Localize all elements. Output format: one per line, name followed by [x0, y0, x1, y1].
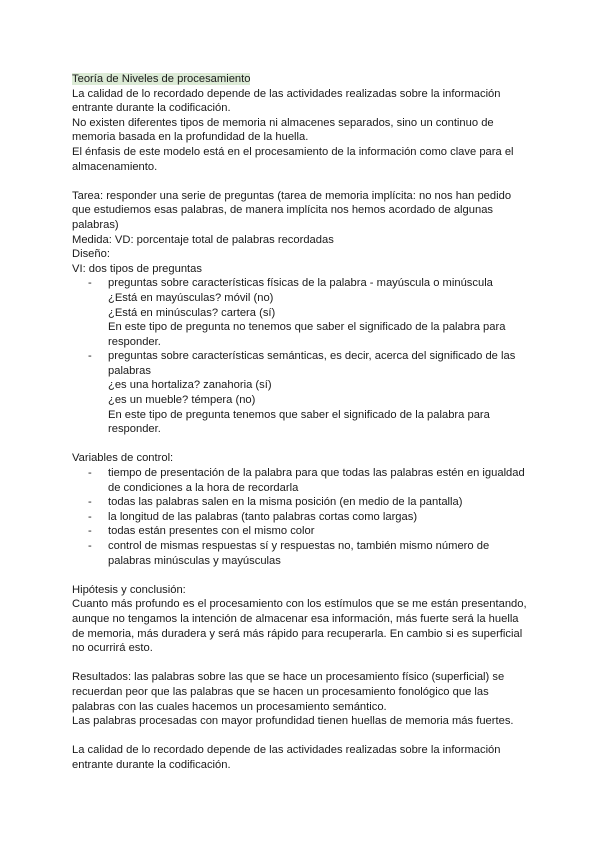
list-item-text: control de mismas respuestas sí y respuestas no, también mismo número de palabras minúsculas y mayúsculas	[108, 540, 490, 567]
bullet-dash: -	[88, 525, 92, 538]
list-item	[72, 466, 532, 495]
list-item	[72, 495, 532, 510]
bullet-dash: -	[88, 540, 92, 552]
page-title: Teoría de Niveles de procesamiento	[72, 73, 251, 85]
control-list	[72, 466, 532, 568]
list-item-text: la longitud de las palabras (tanto palabras cortas como largas)	[108, 510, 418, 523]
title-line	[72, 72, 532, 87]
list-item	[72, 524, 532, 539]
list-item	[72, 276, 532, 349]
explanation-text: En este tipo de pregunta tenemos que saber el significado de la palabra para responder.	[108, 408, 490, 436]
results-paragraph: Resultados: las palabras sobre las que se hace un procesamiento físico (superficial) se recuerdan peor que las palabras que se hacen un procesamiento fonológico que las palabras con las cuales hacemos un procesamiento semántico.	[72, 671, 505, 713]
intro-paragraph-3: El énfasis de este modelo está en el procesamiento de la información como clave para el almacenamiento.	[72, 145, 514, 173]
bullet-dash: -	[88, 350, 92, 363]
measure-paragraph: Medida: VD: porcentaje total de palabras recordadas	[72, 233, 334, 246]
list-item	[72, 510, 532, 525]
list-item-text: preguntas sobre características físicas de la palabra - mayúscula o minúscula	[108, 277, 493, 290]
explanation-text: En este tipo de pregunta no tenemos que saber el significado de la palabra para responder.	[108, 321, 506, 348]
spacer	[72, 729, 532, 744]
spacer	[72, 656, 532, 671]
hypothesis-paragraph: Cuanto más profundo es el procesamiento con los estímulos que se me están presentando, aunque no tengamos la intención de almacenar esa información, más fuerte será la huella de memoria, más duradera y será más rápido para recuperarla. En cambio si es superficial no ocurrirá esto.	[72, 598, 527, 655]
example-question: ¿es un mueble? témpera (no)	[108, 394, 256, 407]
vi-label: VI: dos tipos de preguntas	[72, 262, 202, 275]
task-paragraph: Tarea: responder una serie de preguntas (tarea de memoria implícita: no nos han pedido que estudiemos esas palabras, de manera implícita nos hemos acordado de algunas palabras)	[72, 189, 512, 231]
bullet-dash: -	[88, 277, 92, 290]
spacer	[72, 437, 532, 452]
bullet-dash: -	[88, 467, 92, 480]
list-item-text: todas las palabras salen en la misma posición (en medio de la pantalla)	[108, 496, 463, 509]
spacer	[72, 568, 532, 583]
bullet-dash: -	[88, 510, 92, 523]
example-question: ¿Está en minúsculas? cartera (sí)	[108, 306, 276, 319]
document-body	[72, 72, 532, 773]
list-item-text: preguntas sobre características semánticas, es decir, acerca del significado de las palabras	[108, 350, 516, 377]
question-types-list	[72, 276, 532, 437]
control-label: Variables de control:	[72, 452, 174, 465]
list-item-text: todas están presentes con el mismo color	[108, 525, 315, 538]
list-item	[72, 539, 532, 568]
intro-paragraph-2: No existen diferentes tipos de memoria ni almacenes separados, sino un continuo de memoria basada en la profundidad de la huella.	[72, 116, 494, 144]
list-item-text: tiempo de presentación de la palabra para que todas las palabras estén en igualdad de condiciones a la hora de recordarla	[108, 467, 525, 494]
list-item	[72, 349, 532, 437]
spacer	[72, 174, 532, 189]
hypothesis-label: Hipótesis y conclusión:	[72, 583, 186, 596]
example-question: ¿Está en mayúsculas? móvil (no)	[108, 291, 274, 304]
design-label: Diseño:	[72, 248, 110, 261]
closing-paragraph: La calidad de lo recordado depende de las actividades realizadas sobre la información entrante durante la codificación.	[72, 744, 501, 771]
intro-paragraph-1: La calidad de lo recordado depende de las actividades realizadas sobre la información entrante durante la codificación.	[72, 87, 501, 115]
bullet-dash: -	[88, 496, 92, 509]
example-question: ¿es una hortaliza? zanahoria (sí)	[108, 379, 272, 392]
results-paragraph-2: Las palabras procesadas con mayor profundidad tienen huellas de memoria más fuertes.	[72, 715, 514, 728]
